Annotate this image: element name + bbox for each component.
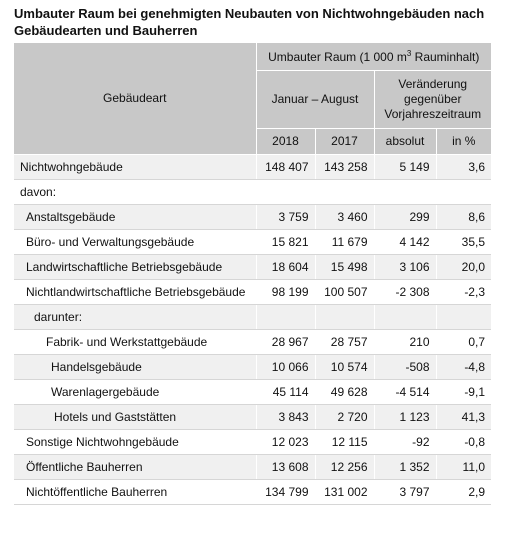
row-label: Nichtlandwirtschaftliche Betriebsgebäude: [14, 279, 256, 304]
cell-percent: 3,6: [436, 154, 491, 179]
table-row: [14, 354, 491, 379]
cell-absolut: 1 352: [374, 454, 436, 479]
cell-percent: 20,0: [436, 254, 491, 279]
cell-absolut: 4 142: [374, 229, 436, 254]
table-row: [14, 454, 491, 479]
header-gebaeudeart: Gebäudeart: [14, 43, 256, 154]
cell-2018: 10 066: [256, 354, 315, 379]
cell-absolut: 5 149: [374, 154, 436, 179]
cell-2017: 15 498: [315, 254, 374, 279]
cell-percent: [436, 179, 491, 204]
cell-2017: 28 757: [315, 329, 374, 354]
cell-absolut: -508: [374, 354, 436, 379]
header-2018: 2018: [256, 128, 315, 154]
cell-absolut: 3 797: [374, 479, 436, 504]
cell-absolut: [374, 179, 436, 204]
cell-percent: 35,5: [436, 229, 491, 254]
cell-2018: 13 608: [256, 454, 315, 479]
table-row: [14, 279, 491, 304]
row-label: Sonstige Nichtwohngebäude: [14, 429, 256, 454]
cell-percent: -0,8: [436, 429, 491, 454]
table-row: [14, 204, 491, 229]
table-row: [14, 479, 491, 504]
header-change-line1: Veränderung: [398, 76, 468, 91]
cell-absolut: -2 308: [374, 279, 436, 304]
cell-2018: 28 967: [256, 329, 315, 354]
header-period: Januar – August: [256, 70, 374, 128]
table-row: [14, 304, 491, 329]
table-row: [14, 429, 491, 454]
row-label: Warenlagergebäude: [14, 379, 256, 404]
cell-absolut: -92: [374, 429, 436, 454]
row-label: Fabrik- und Werkstattgebäude: [14, 329, 256, 354]
table-row: [14, 179, 491, 204]
cell-absolut: 3 106: [374, 254, 436, 279]
row-label: Hotels und Gaststätten: [14, 404, 256, 429]
cell-percent: -2,3: [436, 279, 491, 304]
cell-2017: 131 002: [315, 479, 374, 504]
cell-2017: 2 720: [315, 404, 374, 429]
data-table: [14, 43, 491, 505]
cell-2017: [315, 179, 374, 204]
cell-2018: 3 759: [256, 204, 315, 229]
header-change-line3: Vorjahreszeitraum: [384, 106, 482, 121]
cell-2018: 98 199: [256, 279, 315, 304]
page-title: Umbauter Raum bei genehmigten Neubauten von Nichtwohngebäuden nach Gebäudearten und Bauherren: [14, 6, 485, 38]
cell-absolut: [374, 304, 436, 329]
cell-2017: [315, 304, 374, 329]
cell-absolut: 210: [374, 329, 436, 354]
table-row: [14, 229, 491, 254]
cell-2017: 11 679: [315, 229, 374, 254]
cell-percent: 11,0: [436, 454, 491, 479]
cell-percent: -4,8: [436, 354, 491, 379]
header-group-post: Rauminhalt): [411, 49, 480, 64]
header-change-line2: gegenüber: [404, 91, 462, 106]
header-group-label: [256, 43, 491, 70]
row-label: davon:: [14, 179, 256, 204]
cell-2018: 45 114: [256, 379, 315, 404]
cell-2018: 12 023: [256, 429, 315, 454]
header-absolut: absolut: [374, 128, 436, 154]
cell-absolut: 1 123: [374, 404, 436, 429]
cell-percent: 8,6: [436, 204, 491, 229]
row-label: Öffentliche Bauherren: [14, 454, 256, 479]
cell-percent: 0,7: [436, 329, 491, 354]
cell-2017: 143 258: [315, 154, 374, 179]
row-label: Landwirtschaftliche Betriebsgebäude: [14, 254, 256, 279]
row-label: Nichtwohngebäude: [14, 154, 256, 179]
header-group-pre: Umbauter Raum (1 000 m: [268, 49, 407, 64]
row-label: Anstaltsgebäude: [14, 204, 256, 229]
cell-2017: 12 256: [315, 454, 374, 479]
cell-2017: 10 574: [315, 354, 374, 379]
cell-2017: 12 115: [315, 429, 374, 454]
cell-percent: 2,9: [436, 479, 491, 504]
cell-percent: [436, 304, 491, 329]
row-label: darunter:: [14, 304, 256, 329]
cell-absolut: -4 514: [374, 379, 436, 404]
row-label: Büro- und Verwaltungsgebäude: [14, 229, 256, 254]
cell-2017: 100 507: [315, 279, 374, 304]
cell-2018: [256, 179, 315, 204]
cell-2017: 49 628: [315, 379, 374, 404]
cell-absolut: 299: [374, 204, 436, 229]
table-row: [14, 404, 491, 429]
cell-2018: 3 843: [256, 404, 315, 429]
row-label: Nichtöffentliche Bauherren: [14, 479, 256, 504]
cell-percent: -9,1: [436, 379, 491, 404]
table-row: [14, 254, 491, 279]
table-row: [14, 379, 491, 404]
header-change: [374, 70, 491, 128]
cell-2018: 15 821: [256, 229, 315, 254]
table-row: [14, 154, 491, 179]
header-2017: 2017: [315, 128, 374, 154]
cell-2017: 3 460: [315, 204, 374, 229]
cell-2018: [256, 304, 315, 329]
header-group-sup: 3: [406, 48, 412, 58]
header-percent: in %: [436, 128, 491, 154]
row-label: Handelsgebäude: [14, 354, 256, 379]
table-row: [14, 329, 491, 354]
cell-2018: 18 604: [256, 254, 315, 279]
cell-2018: 148 407: [256, 154, 315, 179]
cell-percent: 41,3: [436, 404, 491, 429]
cell-2018: 134 799: [256, 479, 315, 504]
